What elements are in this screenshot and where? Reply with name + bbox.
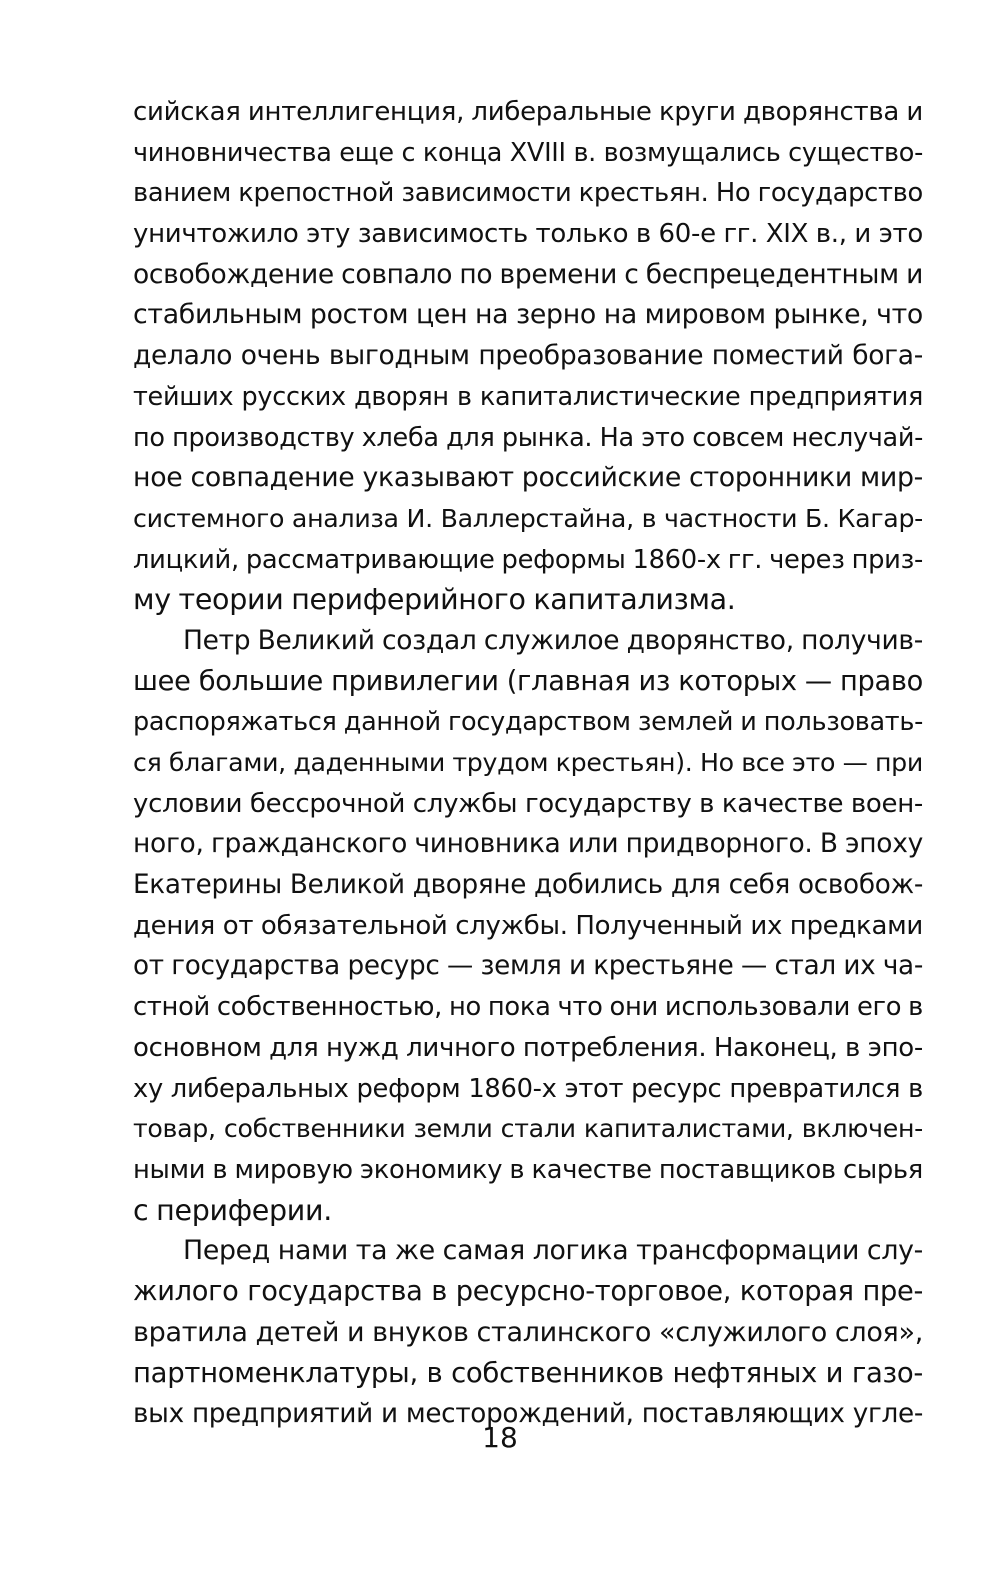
text-line: стной собственностью, но пока что они использовали его в <box>133 992 923 1023</box>
text-line: основном для нужд личного потребления. Наконец, в эпо- <box>133 1032 923 1063</box>
text-line: ного, гражданского чиновника или придворного. В эпоху <box>133 828 923 860</box>
text-line: му теории периферийного капитализма. <box>133 583 736 617</box>
text-line: чиновничества еще с конца XVIII в. возмущались существо- <box>133 137 923 168</box>
text-line: по производству хлеба для рынка. На это совсем неслучай- <box>133 422 923 453</box>
text-line: делало очень выгодным преобразование поместий бога- <box>133 340 923 372</box>
text-line: шее большие привилегии (главная из которых — право <box>133 665 923 697</box>
text-line: сийская интеллигенция, либеральные круги дворянства и <box>133 97 923 127</box>
text-line: Петр Великий создал служилое дворянство, получив- <box>183 624 923 656</box>
text-line: стабильным ростом цен на зерно на мировом рынке, что <box>133 299 923 331</box>
text-line: освобождение совпало по времени с беспрецедентным и <box>133 258 923 290</box>
text-line: вых предприятий и месторождений, поставляющих угле- <box>133 1399 923 1429</box>
text-line: лицкий, рассматривающие реформы 1860-х гг. через приз- <box>133 544 923 575</box>
text-line: вратила детей и внуков сталинского «служилого слоя», <box>133 1316 923 1348</box>
text-line: от государства ресурс — земля и крестьяне — стал их ча- <box>133 951 923 982</box>
paragraph-1 <box>133 92 923 621</box>
text-line: жилого государства в ресурсно-торговое, которая пре- <box>133 1275 923 1307</box>
text-line: системного анализа И. Валлерстайна, в частности Б. Кагар- <box>133 503 923 533</box>
text-line: ное совпадение указывают российские сторонники мир- <box>133 462 923 494</box>
text-line: ху либеральных реформ 1860-х этот ресурс превратился в <box>133 1073 923 1104</box>
text-line: тейших русских дворян в капиталистические предприятия <box>133 381 923 412</box>
text-line: распоряжаться данной государством землей и пользовать- <box>133 707 923 738</box>
text-line: условии бессрочной службы государству в качестве воен- <box>133 788 923 819</box>
text-line: ными в мировую экономику в качестве поставщиков сырья <box>133 1154 923 1185</box>
text-line: товар, собственники земли стали капиталистами, включен- <box>133 1114 923 1144</box>
paragraph-2 <box>133 621 923 1231</box>
text-line: уничтожило эту зависимость только в 60-е гг. XIX в., и это <box>133 219 923 250</box>
text-line: ванием крепостной зависимости крестьян. Но государство <box>133 178 923 209</box>
text-line: с периферии. <box>133 1193 333 1227</box>
paragraph-3 <box>133 1231 923 1434</box>
text-line: Перед нами та же самая логика трансформации слу- <box>183 1235 923 1267</box>
text-line: Екатерины Великой дворяне добились для себя освобож- <box>133 870 923 901</box>
text-line: дения от обязательной службы. Полученный их предками <box>133 910 923 941</box>
page-number: 18 <box>482 1421 518 1454</box>
page-body <box>133 92 923 1435</box>
text-line: партноменклатуры, в собственников нефтяных и газо- <box>133 1357 923 1390</box>
text-line: ся благами, даденными трудом крестьян). Но все это — при <box>133 748 923 777</box>
